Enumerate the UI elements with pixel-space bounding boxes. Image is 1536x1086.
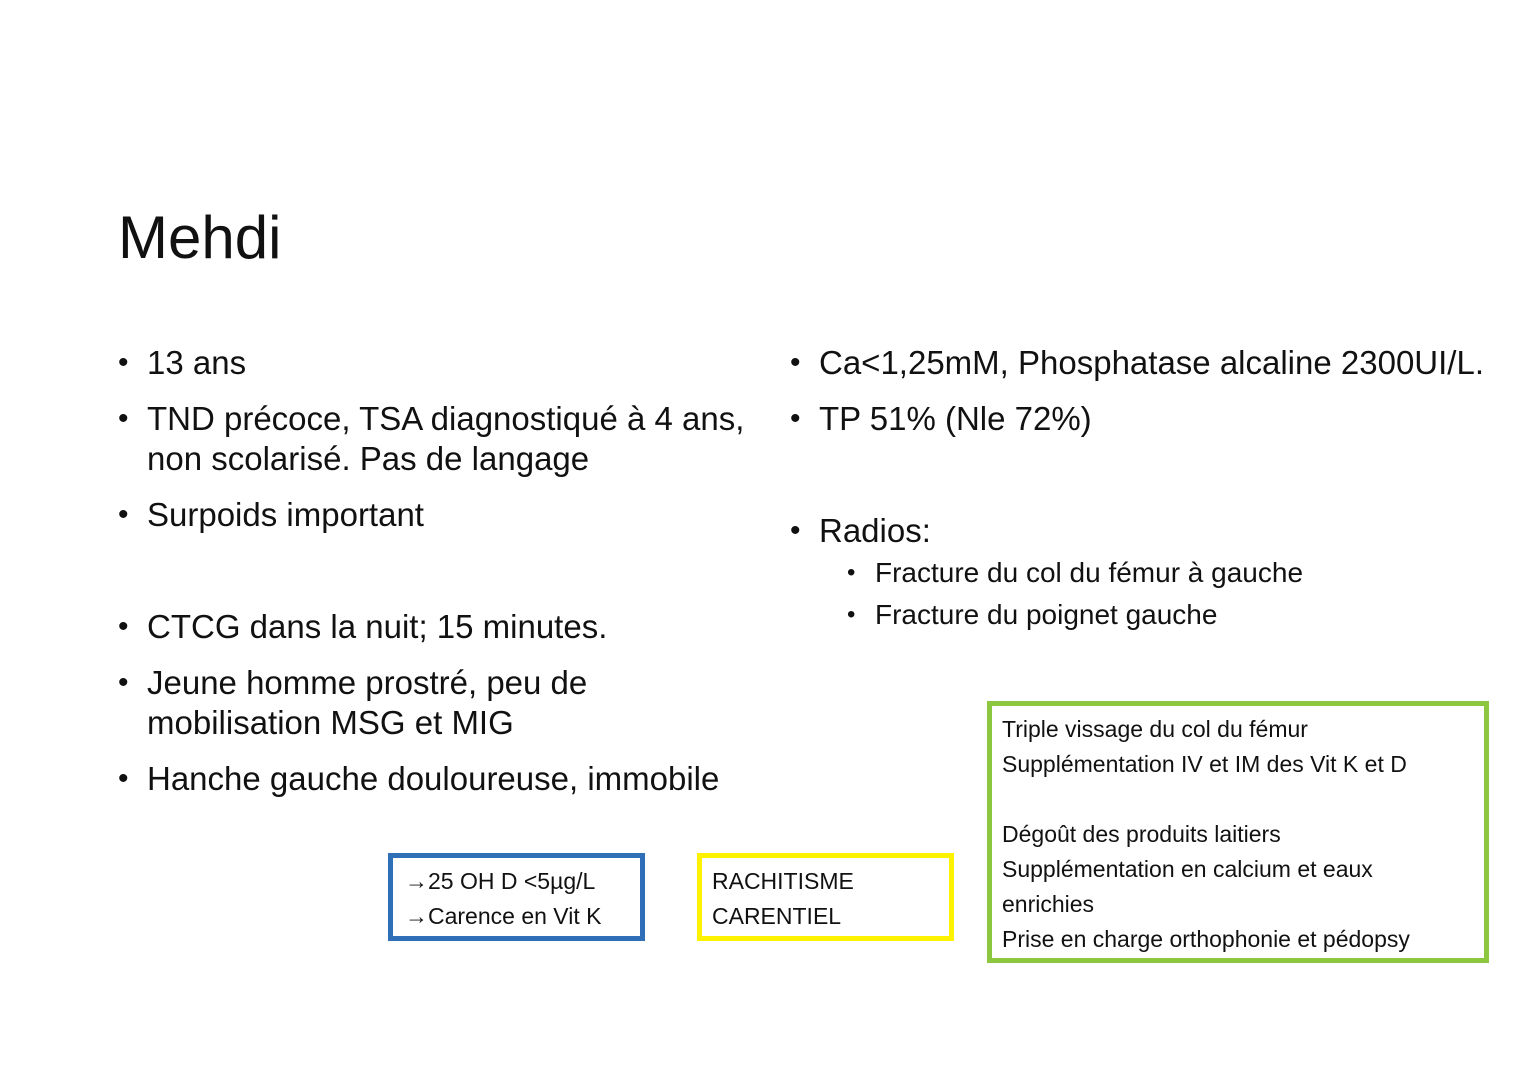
box-line: →Carence en Vit K — [405, 903, 602, 929]
bullet-dot-icon: • — [790, 402, 801, 435]
bullet-text: Hanche gauche douloureuse, immobile — [147, 760, 720, 797]
slide-title: Mehdi — [118, 204, 282, 271]
bullet-dot-icon: • — [118, 346, 129, 379]
sub-bullet-wrist — [847, 597, 1490, 633]
box-line: Supplémentation IV et IM des Vit K et D — [1002, 751, 1407, 777]
bullet-text: CTCG dans la nuit; 15 minutes. — [147, 608, 608, 645]
bullet-history — [118, 399, 758, 479]
sub-bullet-text: Fracture du col du fémur à gauche — [875, 557, 1304, 588]
bullet-dot-icon: • — [118, 666, 129, 699]
box-line: CARENTIEL — [712, 903, 842, 929]
bullet-dot-icon: • — [790, 346, 801, 379]
bullet-text: Ca<1,25mM, Phosphatase alcaline 2300UI/L. — [819, 344, 1484, 381]
bullet-hip — [118, 759, 758, 799]
box-line: →25 OH D <5µg/L — [405, 868, 596, 894]
box-line: RACHITISME — [712, 868, 854, 894]
box-line: enrichies — [1002, 891, 1095, 917]
bullet-seizure — [118, 607, 758, 647]
box-line: Supplémentation en calcium et eaux — [1002, 856, 1373, 882]
bullet-dot-icon: • — [118, 762, 129, 795]
blue-lab-box — [388, 853, 645, 941]
bullet-text: Radios: — [819, 512, 931, 549]
bullet-dot-icon: • — [118, 610, 129, 643]
bullet-text: 13 ans — [147, 344, 247, 381]
right-bullet-list — [790, 343, 1490, 649]
box-line: Prise en charge orthophonie et pédopsy — [1002, 926, 1410, 952]
box-line: Triple vissage du col du fémur — [1002, 716, 1308, 742]
bullet-text: TP 51% (Nle 72%) — [819, 400, 1092, 437]
box-line: Dégoût des produits laitiers — [1002, 821, 1281, 847]
left-bullet-list — [118, 343, 758, 815]
bullet-weight — [118, 495, 758, 535]
sub-bullet-text: Fracture du poignet gauche — [875, 599, 1218, 630]
sub-bullet-femur — [847, 555, 1490, 591]
bullet-tp — [790, 399, 1490, 439]
bullet-dot-icon: • — [790, 514, 801, 547]
bullet-dot-icon: • — [118, 402, 129, 435]
bullet-dot-icon: • — [118, 498, 129, 531]
bullet-age — [118, 343, 758, 383]
bullet-dot-icon: • — [847, 601, 856, 628]
green-treatment-box — [987, 701, 1489, 963]
box-gap — [1002, 782, 1484, 817]
bullet-text: Surpoids important — [147, 496, 424, 533]
bullet-radios — [790, 511, 1490, 633]
bullet-dot-icon: • — [847, 559, 856, 586]
bullet-text: TND précoce, TSA diagnostiqué à 4 ans, non scolarisé. Pas de langage — [147, 400, 745, 477]
bullet-calcium — [790, 343, 1490, 383]
list-spacer — [118, 551, 758, 607]
bullet-mobility — [118, 663, 758, 743]
yellow-diagnosis-box — [697, 853, 954, 941]
radios-sub-list — [819, 555, 1490, 633]
bullet-text: Jeune homme prostré, peu de mobilisation MSG et MIG — [147, 664, 588, 741]
list-spacer — [790, 455, 1490, 511]
